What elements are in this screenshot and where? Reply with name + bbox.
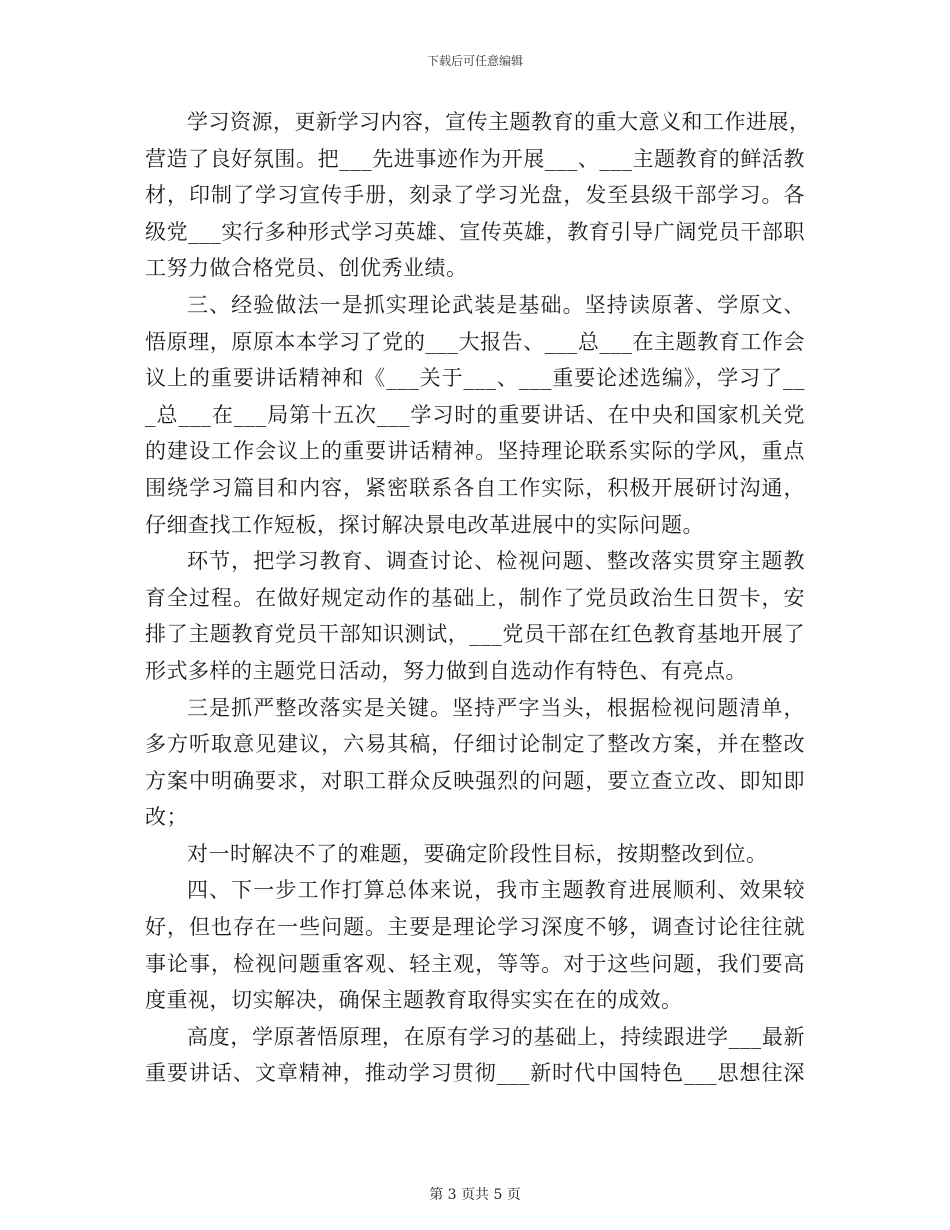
text-line: 育全过程。在做好规定动作的基础上，制作了党员政治生日贺卡，安 — [145, 585, 805, 610]
text-line: 的建设工作会议上的重要讲话精神。坚持理论联系实际的学风，重点 — [145, 439, 805, 464]
text-line: 四、下一步工作打算总体来说，我市主题教育进展顺利、效果较 — [187, 878, 805, 903]
text-line: 三、经验做法一是抓实理论武装是基础。坚持读原著、学原文、 — [187, 292, 805, 317]
text-line: 级党___实行多种形式学习英雄、宣传英雄，教育引导广阔党员干部职 — [145, 219, 805, 244]
text-line: 议上的重要讲话精神和《___关于___、___重要论述选编》，学习了__ — [145, 366, 805, 391]
text-line: 学习资源，更新学习内容，宣传主题教育的重大意义和工作进展， — [187, 110, 811, 134]
text-line: 对一时解决不了的难题，要确定阶段性目标，按期整改到位。 — [187, 841, 768, 866]
text-line: 改； — [145, 805, 188, 830]
text-line: 仔细查找工作短板，探讨解决景电改革进展中的实际问题。 — [145, 512, 704, 537]
text-line: 排了主题教育党员干部知识测试，___党员干部在红色教育基地开展了 — [145, 622, 805, 647]
text-line: 形式多样的主题党日活动，努力做到自选动作有特色、有亮点。 — [145, 658, 747, 683]
text-line: 环节，把学习教育、调查讨论、检视问题、整改落实贯穿主题教 — [187, 549, 805, 574]
text-line: 事论事，检视问题重客观、轻主观，等等。对于这些问题，我们要高 — [145, 951, 805, 976]
document-body — [145, 104, 811, 1092]
page-header: 下载后可任意编辑 — [426, 54, 523, 68]
text-line: 材，印制了学习宣传手册，刻录了学习光盘，发至县级干部学习。各 — [145, 183, 805, 208]
text-line: 好，但也存在一些问题。主要是理论学习深度不够，调查讨论往往就 — [145, 915, 805, 940]
text-line: 度重视，切实解决，确保主题教育取得实实在在的成效。 — [145, 988, 683, 1013]
text-line: 高度，学原著悟原理，在原有学习的基础上，持续跟进学___最新 — [187, 1024, 805, 1049]
text-line: 多方听取意见建议，六易其稿，仔细讨论制定了整改方案，并在整改 — [145, 732, 805, 757]
text-line: 方案中明确要求，对职工群众反映强烈的问题，要立查立改、即知即 — [145, 768, 805, 793]
text-line: 重要讲话、文章精神，推动学习贯彻___新时代中国特色___思想往深 — [145, 1061, 805, 1086]
text-line: 工努力做合格党员、创优秀业绩。 — [145, 256, 468, 281]
text-line: 围绕学习篇目和内容，紧密联系各自工作实际，积极开展研讨沟通， — [145, 475, 805, 500]
text-line: 营造了良好氛围。把___先进事迹作为开展___、___主题教育的鲜活教 — [145, 146, 805, 171]
text-line: 三是抓严整改落实是关键。坚持严字当头，根据检视问题清单， — [187, 695, 805, 720]
page-footer: 第 3 页共 5 页 — [429, 1187, 521, 1203]
text-line: 悟原理，原原本本学习了党的___大报告、___总___在主题教育工作会 — [145, 329, 805, 354]
text-line: _总___在___局第十五次___学习时的重要讲话、在中央和国家机关党 — [145, 402, 805, 427]
